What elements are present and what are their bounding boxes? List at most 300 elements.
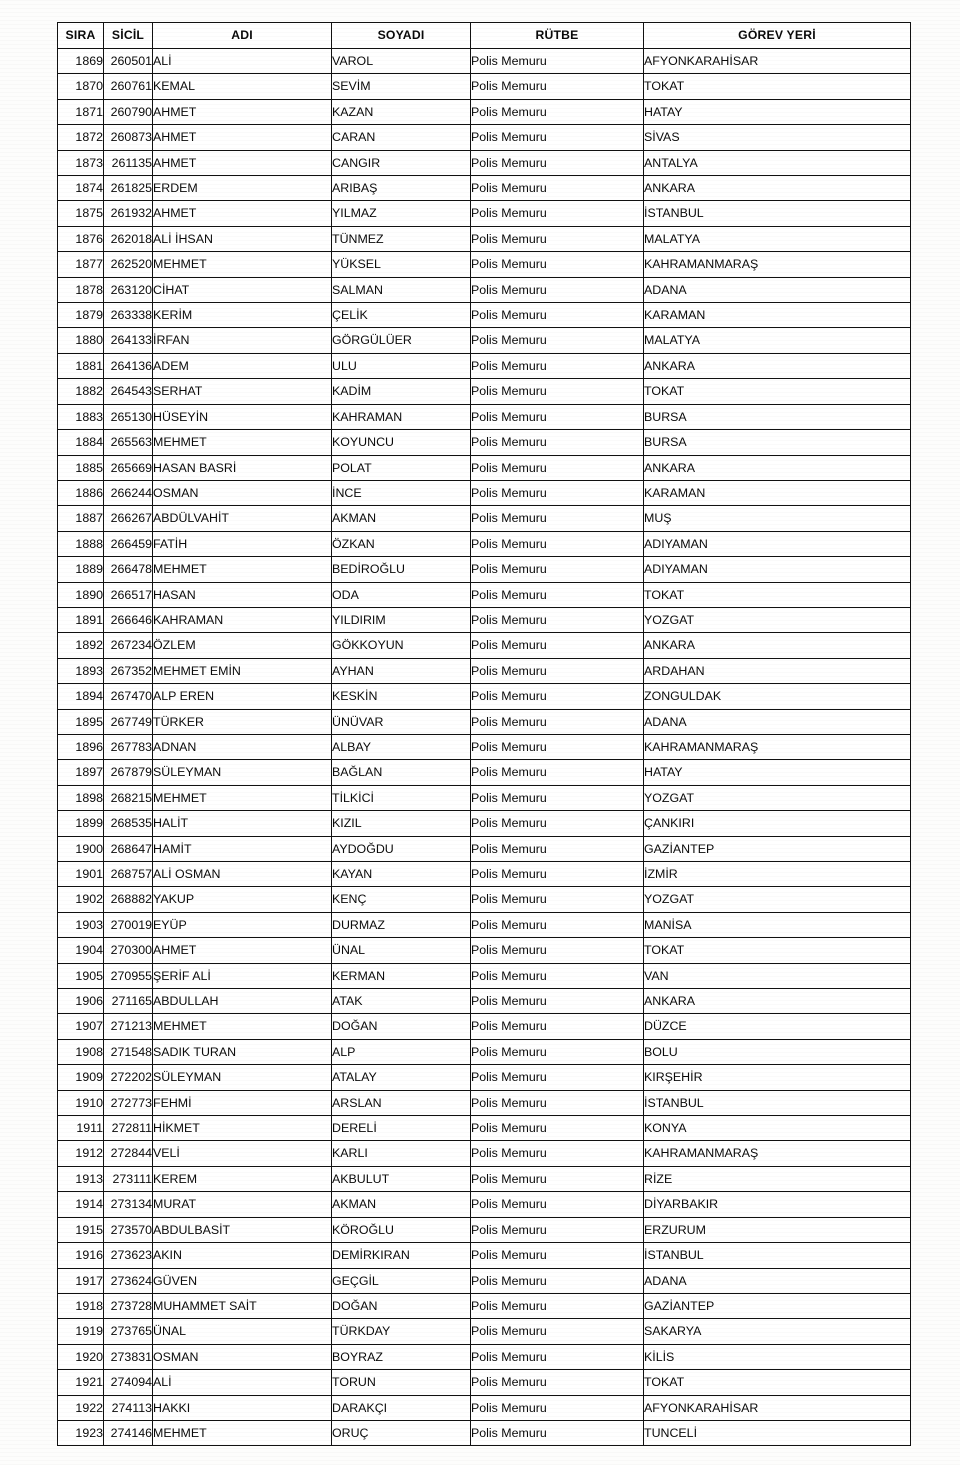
cell-sicil: 260790 xyxy=(104,99,153,124)
cell-rutbe: Polis Memuru xyxy=(471,734,644,759)
cell-gorev: KARAMAN xyxy=(644,303,911,328)
cell-adi: HİKMET xyxy=(153,1116,332,1141)
cell-sira: 1878 xyxy=(58,277,104,302)
cell-adi: ABDÜLVAHİT xyxy=(153,506,332,531)
table-row xyxy=(58,176,911,201)
cell-sicil: 268535 xyxy=(104,811,153,836)
cell-soyadi: KADİM xyxy=(332,379,471,404)
cell-rutbe: Polis Memuru xyxy=(471,557,644,582)
cell-sicil: 271165 xyxy=(104,989,153,1014)
personnel-roster-table xyxy=(57,22,911,1446)
cell-gorev: AFYONKARAHİSAR xyxy=(644,49,911,74)
table-row xyxy=(58,557,911,582)
cell-soyadi: ÇELİK xyxy=(332,303,471,328)
table-row xyxy=(58,1344,911,1369)
cell-gorev: GAZİANTEP xyxy=(644,1293,911,1318)
cell-sicil: 266478 xyxy=(104,557,153,582)
cell-gorev: KAHRAMANMARAŞ xyxy=(644,252,911,277)
cell-sicil: 264543 xyxy=(104,379,153,404)
cell-sicil: 270019 xyxy=(104,912,153,937)
cell-sicil: 267749 xyxy=(104,709,153,734)
cell-gorev: ADANA xyxy=(644,277,911,302)
cell-soyadi: AYHAN xyxy=(332,658,471,683)
table-row xyxy=(58,328,911,353)
cell-sira: 1875 xyxy=(58,201,104,226)
cell-gorev: KIRŞEHİR xyxy=(644,1065,911,1090)
cell-adi: AHMET xyxy=(153,125,332,150)
table-row xyxy=(58,1217,911,1242)
cell-adi: MEHMET EMİN xyxy=(153,658,332,683)
table-row xyxy=(58,125,911,150)
cell-rutbe: Polis Memuru xyxy=(471,277,644,302)
cell-sicil: 273831 xyxy=(104,1344,153,1369)
cell-rutbe: Polis Memuru xyxy=(471,963,644,988)
cell-adi: SÜLEYMAN xyxy=(153,1065,332,1090)
cell-sicil: 273728 xyxy=(104,1293,153,1318)
cell-soyadi: GÖRGÜLÜER xyxy=(332,328,471,353)
cell-sicil: 268882 xyxy=(104,887,153,912)
table-row xyxy=(58,353,911,378)
cell-adi: YAKUP xyxy=(153,887,332,912)
cell-gorev: ANKARA xyxy=(644,633,911,658)
table-row xyxy=(58,99,911,124)
cell-sira: 1916 xyxy=(58,1243,104,1268)
column-header-gorev: GÖREV YERİ xyxy=(644,23,911,49)
cell-rutbe: Polis Memuru xyxy=(471,1243,644,1268)
table-row xyxy=(58,938,911,963)
cell-adi: ALİ OSMAN xyxy=(153,862,332,887)
cell-adi: CİHAT xyxy=(153,277,332,302)
cell-soyadi: ATAK xyxy=(332,989,471,1014)
cell-soyadi: KIZIL xyxy=(332,811,471,836)
cell-sira: 1902 xyxy=(58,887,104,912)
cell-gorev: ZONGULDAK xyxy=(644,684,911,709)
cell-sicil: 270300 xyxy=(104,938,153,963)
cell-sira: 1918 xyxy=(58,1293,104,1318)
cell-sira: 1874 xyxy=(58,176,104,201)
cell-sicil: 262520 xyxy=(104,252,153,277)
cell-adi: ABDULLAH xyxy=(153,989,332,1014)
cell-sira: 1905 xyxy=(58,963,104,988)
cell-rutbe: Polis Memuru xyxy=(471,303,644,328)
table-row xyxy=(58,785,911,810)
cell-rutbe: Polis Memuru xyxy=(471,887,644,912)
cell-soyadi: TİLKİCİ xyxy=(332,785,471,810)
cell-sira: 1901 xyxy=(58,862,104,887)
cell-gorev: BURSA xyxy=(644,404,911,429)
cell-gorev: ANKARA xyxy=(644,176,911,201)
cell-sicil: 272773 xyxy=(104,1090,153,1115)
cell-sira: 1886 xyxy=(58,480,104,505)
cell-gorev: VAN xyxy=(644,963,911,988)
column-header-soyadi: SOYADI xyxy=(332,23,471,49)
cell-adi: MEHMET xyxy=(153,1014,332,1039)
cell-soyadi: AKMAN xyxy=(332,1192,471,1217)
cell-soyadi: YILMAZ xyxy=(332,201,471,226)
cell-sicil: 268757 xyxy=(104,862,153,887)
cell-sira: 1893 xyxy=(58,658,104,683)
table-row xyxy=(58,226,911,251)
cell-sira: 1872 xyxy=(58,125,104,150)
cell-sira: 1911 xyxy=(58,1116,104,1141)
cell-gorev: ANKARA xyxy=(644,455,911,480)
cell-gorev: YOZGAT xyxy=(644,785,911,810)
cell-sicil: 272811 xyxy=(104,1116,153,1141)
cell-rutbe: Polis Memuru xyxy=(471,1344,644,1369)
cell-gorev: YOZGAT xyxy=(644,887,911,912)
cell-rutbe: Polis Memuru xyxy=(471,1395,644,1420)
table-row xyxy=(58,709,911,734)
cell-adi: MEHMET xyxy=(153,785,332,810)
table-row xyxy=(58,760,911,785)
cell-soyadi: AYDOĞDU xyxy=(332,836,471,861)
cell-rutbe: Polis Memuru xyxy=(471,1090,644,1115)
cell-rutbe: Polis Memuru xyxy=(471,252,644,277)
table-row xyxy=(58,1293,911,1318)
cell-adi: KERİM xyxy=(153,303,332,328)
table-body xyxy=(58,49,911,1446)
cell-adi: FEHMİ xyxy=(153,1090,332,1115)
cell-gorev: TOKAT xyxy=(644,1370,911,1395)
table-row xyxy=(58,480,911,505)
cell-sira: 1877 xyxy=(58,252,104,277)
cell-adi: KAHRAMAN xyxy=(153,607,332,632)
cell-sira: 1913 xyxy=(58,1166,104,1191)
cell-gorev: ÇANKIRI xyxy=(644,811,911,836)
cell-gorev: MUŞ xyxy=(644,506,911,531)
cell-soyadi: YÜKSEL xyxy=(332,252,471,277)
cell-sicil: 267783 xyxy=(104,734,153,759)
cell-sicil: 264133 xyxy=(104,328,153,353)
cell-sira: 1869 xyxy=(58,49,104,74)
cell-gorev: ADANA xyxy=(644,709,911,734)
table-row xyxy=(58,277,911,302)
cell-adi: ABDULBASİT xyxy=(153,1217,332,1242)
cell-rutbe: Polis Memuru xyxy=(471,353,644,378)
cell-soyadi: GÖKKOYUN xyxy=(332,633,471,658)
cell-rutbe: Polis Memuru xyxy=(471,1014,644,1039)
cell-sira: 1898 xyxy=(58,785,104,810)
cell-gorev: ADIYAMAN xyxy=(644,531,911,556)
cell-sira: 1871 xyxy=(58,99,104,124)
cell-rutbe: Polis Memuru xyxy=(471,531,644,556)
table-row xyxy=(58,303,911,328)
cell-sicil: 265563 xyxy=(104,430,153,455)
cell-gorev: KAHRAMANMARAŞ xyxy=(644,1141,911,1166)
cell-sicil: 273134 xyxy=(104,1192,153,1217)
cell-gorev: ANKARA xyxy=(644,353,911,378)
cell-sira: 1914 xyxy=(58,1192,104,1217)
cell-soyadi: KENÇ xyxy=(332,887,471,912)
cell-rutbe: Polis Memuru xyxy=(471,1420,644,1445)
table-row xyxy=(58,1116,911,1141)
cell-soyadi: KERMAN xyxy=(332,963,471,988)
table-row xyxy=(58,811,911,836)
cell-soyadi: ÖZKAN xyxy=(332,531,471,556)
cell-gorev: DİYARBAKIR xyxy=(644,1192,911,1217)
cell-sira: 1921 xyxy=(58,1370,104,1395)
cell-rutbe: Polis Memuru xyxy=(471,811,644,836)
cell-adi: MEHMET xyxy=(153,252,332,277)
cell-sicil: 271213 xyxy=(104,1014,153,1039)
cell-gorev: KİLİS xyxy=(644,1344,911,1369)
cell-soyadi: TORUN xyxy=(332,1370,471,1395)
cell-gorev: TOKAT xyxy=(644,582,911,607)
cell-rutbe: Polis Memuru xyxy=(471,1166,644,1191)
cell-soyadi: BAĞLAN xyxy=(332,760,471,785)
cell-soyadi: ÜNAL xyxy=(332,938,471,963)
cell-gorev: ANKARA xyxy=(644,989,911,1014)
cell-gorev: BURSA xyxy=(644,430,911,455)
cell-rutbe: Polis Memuru xyxy=(471,684,644,709)
cell-gorev: AFYONKARAHİSAR xyxy=(644,1395,911,1420)
cell-sira: 1895 xyxy=(58,709,104,734)
cell-soyadi: ALP xyxy=(332,1039,471,1064)
cell-adi: İRFAN xyxy=(153,328,332,353)
cell-sira: 1876 xyxy=(58,226,104,251)
cell-gorev: TOKAT xyxy=(644,938,911,963)
cell-soyadi: ORUÇ xyxy=(332,1420,471,1445)
cell-sicil: 263338 xyxy=(104,303,153,328)
cell-soyadi: AKMAN xyxy=(332,506,471,531)
cell-soyadi: İNCE xyxy=(332,480,471,505)
cell-adi: EYÜP xyxy=(153,912,332,937)
cell-rutbe: Polis Memuru xyxy=(471,328,644,353)
cell-adi: OSMAN xyxy=(153,1344,332,1369)
cell-adi: HASAN xyxy=(153,582,332,607)
cell-soyadi: ODA xyxy=(332,582,471,607)
cell-soyadi: VAROL xyxy=(332,49,471,74)
cell-rutbe: Polis Memuru xyxy=(471,1293,644,1318)
cell-adi: HÜSEYİN xyxy=(153,404,332,429)
cell-rutbe: Polis Memuru xyxy=(471,582,644,607)
cell-gorev: ANTALYA xyxy=(644,150,911,175)
cell-sira: 1909 xyxy=(58,1065,104,1090)
cell-adi: AHMET xyxy=(153,938,332,963)
table-row xyxy=(58,1039,911,1064)
cell-adi: ERDEM xyxy=(153,176,332,201)
cell-sira: 1912 xyxy=(58,1141,104,1166)
cell-adi: SADIK TURAN xyxy=(153,1039,332,1064)
cell-sicil: 274113 xyxy=(104,1395,153,1420)
cell-rutbe: Polis Memuru xyxy=(471,480,644,505)
cell-sira: 1919 xyxy=(58,1319,104,1344)
cell-sira: 1888 xyxy=(58,531,104,556)
cell-soyadi: DEMİRKIRAN xyxy=(332,1243,471,1268)
cell-sira: 1920 xyxy=(58,1344,104,1369)
cell-sira: 1908 xyxy=(58,1039,104,1064)
table-row xyxy=(58,252,911,277)
cell-adi: OSMAN xyxy=(153,480,332,505)
cell-gorev: HATAY xyxy=(644,99,911,124)
table-row xyxy=(58,734,911,759)
cell-sira: 1892 xyxy=(58,633,104,658)
cell-rutbe: Polis Memuru xyxy=(471,785,644,810)
cell-sira: 1910 xyxy=(58,1090,104,1115)
cell-soyadi: DURMAZ xyxy=(332,912,471,937)
cell-rutbe: Polis Memuru xyxy=(471,1116,644,1141)
cell-adi: ALİ xyxy=(153,49,332,74)
cell-rutbe: Polis Memuru xyxy=(471,938,644,963)
cell-adi: AHMET xyxy=(153,201,332,226)
cell-soyadi: TÜNMEZ xyxy=(332,226,471,251)
cell-sicil: 268647 xyxy=(104,836,153,861)
table-row xyxy=(58,1395,911,1420)
cell-soyadi: SEVİM xyxy=(332,74,471,99)
table-row xyxy=(58,531,911,556)
cell-sicil: 263120 xyxy=(104,277,153,302)
cell-sicil: 266459 xyxy=(104,531,153,556)
cell-soyadi: KAZAN xyxy=(332,99,471,124)
cell-soyadi: BOYRAZ xyxy=(332,1344,471,1369)
table-row xyxy=(58,150,911,175)
cell-sira: 1884 xyxy=(58,430,104,455)
cell-sira: 1887 xyxy=(58,506,104,531)
table-header xyxy=(58,23,911,49)
cell-sicil: 274094 xyxy=(104,1370,153,1395)
cell-gorev: İSTANBUL xyxy=(644,201,911,226)
cell-sira: 1889 xyxy=(58,557,104,582)
cell-gorev: ADANA xyxy=(644,1268,911,1293)
cell-adi: HALİT xyxy=(153,811,332,836)
cell-adi: MEHMET xyxy=(153,557,332,582)
table-row xyxy=(58,455,911,480)
cell-adi: AHMET xyxy=(153,99,332,124)
cell-adi: ÖZLEM xyxy=(153,633,332,658)
cell-adi: MURAT xyxy=(153,1192,332,1217)
cell-sicil: 270955 xyxy=(104,963,153,988)
cell-sicil: 274146 xyxy=(104,1420,153,1445)
cell-soyadi: CANGIR xyxy=(332,150,471,175)
cell-soyadi: YILDIRIM xyxy=(332,607,471,632)
cell-gorev: DÜZCE xyxy=(644,1014,911,1039)
cell-gorev: MALATYA xyxy=(644,328,911,353)
cell-sicil: 260761 xyxy=(104,74,153,99)
cell-rutbe: Polis Memuru xyxy=(471,150,644,175)
cell-sira: 1873 xyxy=(58,150,104,175)
cell-rutbe: Polis Memuru xyxy=(471,99,644,124)
cell-sicil: 260873 xyxy=(104,125,153,150)
table-row xyxy=(58,1268,911,1293)
cell-gorev: YOZGAT xyxy=(644,607,911,632)
cell-sira: 1891 xyxy=(58,607,104,632)
cell-gorev: İZMİR xyxy=(644,862,911,887)
cell-sicil: 273111 xyxy=(104,1166,153,1191)
cell-sicil: 266244 xyxy=(104,480,153,505)
cell-soyadi: KAYAN xyxy=(332,862,471,887)
cell-sicil: 261825 xyxy=(104,176,153,201)
column-header-rutbe: RÜTBE xyxy=(471,23,644,49)
cell-soyadi: ARIBAŞ xyxy=(332,176,471,201)
table-row xyxy=(58,633,911,658)
table-row xyxy=(58,1319,911,1344)
cell-sira: 1883 xyxy=(58,404,104,429)
cell-gorev: BOLU xyxy=(644,1039,911,1064)
cell-soyadi: BEDİROĞLU xyxy=(332,557,471,582)
cell-sicil: 272202 xyxy=(104,1065,153,1090)
cell-soyadi: DOĞAN xyxy=(332,1293,471,1318)
table-row xyxy=(58,404,911,429)
cell-rutbe: Polis Memuru xyxy=(471,226,644,251)
cell-rutbe: Polis Memuru xyxy=(471,49,644,74)
cell-soyadi: ALBAY xyxy=(332,734,471,759)
cell-sira: 1915 xyxy=(58,1217,104,1242)
cell-sicil: 267234 xyxy=(104,633,153,658)
cell-rutbe: Polis Memuru xyxy=(471,1039,644,1064)
table-row xyxy=(58,49,911,74)
cell-soyadi: TÜRKDAY xyxy=(332,1319,471,1344)
cell-rutbe: Polis Memuru xyxy=(471,989,644,1014)
cell-adi: ALİ İHSAN xyxy=(153,226,332,251)
cell-soyadi: KARLI xyxy=(332,1141,471,1166)
cell-adi: ŞERİF ALİ xyxy=(153,963,332,988)
cell-adi: HASAN BASRİ xyxy=(153,455,332,480)
table-row xyxy=(58,582,911,607)
cell-sira: 1900 xyxy=(58,836,104,861)
cell-sira: 1882 xyxy=(58,379,104,404)
cell-sicil: 272844 xyxy=(104,1141,153,1166)
cell-adi: ADNAN xyxy=(153,734,332,759)
table-row xyxy=(58,1166,911,1191)
cell-adi: MUHAMMET SAİT xyxy=(153,1293,332,1318)
table-row xyxy=(58,1243,911,1268)
cell-sira: 1896 xyxy=(58,734,104,759)
cell-rutbe: Polis Memuru xyxy=(471,506,644,531)
table-row xyxy=(58,607,911,632)
cell-soyadi: KESKİN xyxy=(332,684,471,709)
cell-adi: GÜVEN xyxy=(153,1268,332,1293)
cell-rutbe: Polis Memuru xyxy=(471,1192,644,1217)
cell-sira: 1917 xyxy=(58,1268,104,1293)
cell-rutbe: Polis Memuru xyxy=(471,430,644,455)
cell-gorev: İSTANBUL xyxy=(644,1090,911,1115)
cell-rutbe: Polis Memuru xyxy=(471,1319,644,1344)
cell-gorev: İSTANBUL xyxy=(644,1243,911,1268)
cell-sira: 1922 xyxy=(58,1395,104,1420)
table-row xyxy=(58,862,911,887)
table-row xyxy=(58,887,911,912)
column-header-sira: SIRA xyxy=(58,23,104,49)
table-row xyxy=(58,963,911,988)
cell-adi: ÜNAL xyxy=(153,1319,332,1344)
cell-sira: 1894 xyxy=(58,684,104,709)
cell-adi: TÜRKER xyxy=(153,709,332,734)
cell-sira: 1907 xyxy=(58,1014,104,1039)
cell-rutbe: Polis Memuru xyxy=(471,633,644,658)
cell-gorev: HATAY xyxy=(644,760,911,785)
table-header-row xyxy=(58,23,911,49)
cell-sicil: 261135 xyxy=(104,150,153,175)
cell-sicil: 265130 xyxy=(104,404,153,429)
cell-gorev: GAZİANTEP xyxy=(644,836,911,861)
cell-gorev: TOKAT xyxy=(644,379,911,404)
table-row xyxy=(58,1420,911,1445)
cell-sicil: 273623 xyxy=(104,1243,153,1268)
cell-sira: 1881 xyxy=(58,353,104,378)
cell-soyadi: ARSLAN xyxy=(332,1090,471,1115)
cell-soyadi: ULU xyxy=(332,353,471,378)
cell-sicil: 273570 xyxy=(104,1217,153,1242)
cell-adi: HAMİT xyxy=(153,836,332,861)
cell-gorev: TUNCELİ xyxy=(644,1420,911,1445)
cell-soyadi: ÜNÜVAR xyxy=(332,709,471,734)
table-row xyxy=(58,430,911,455)
cell-rutbe: Polis Memuru xyxy=(471,1370,644,1395)
cell-rutbe: Polis Memuru xyxy=(471,607,644,632)
cell-gorev: ERZURUM xyxy=(644,1217,911,1242)
table-row xyxy=(58,1192,911,1217)
table-row xyxy=(58,658,911,683)
